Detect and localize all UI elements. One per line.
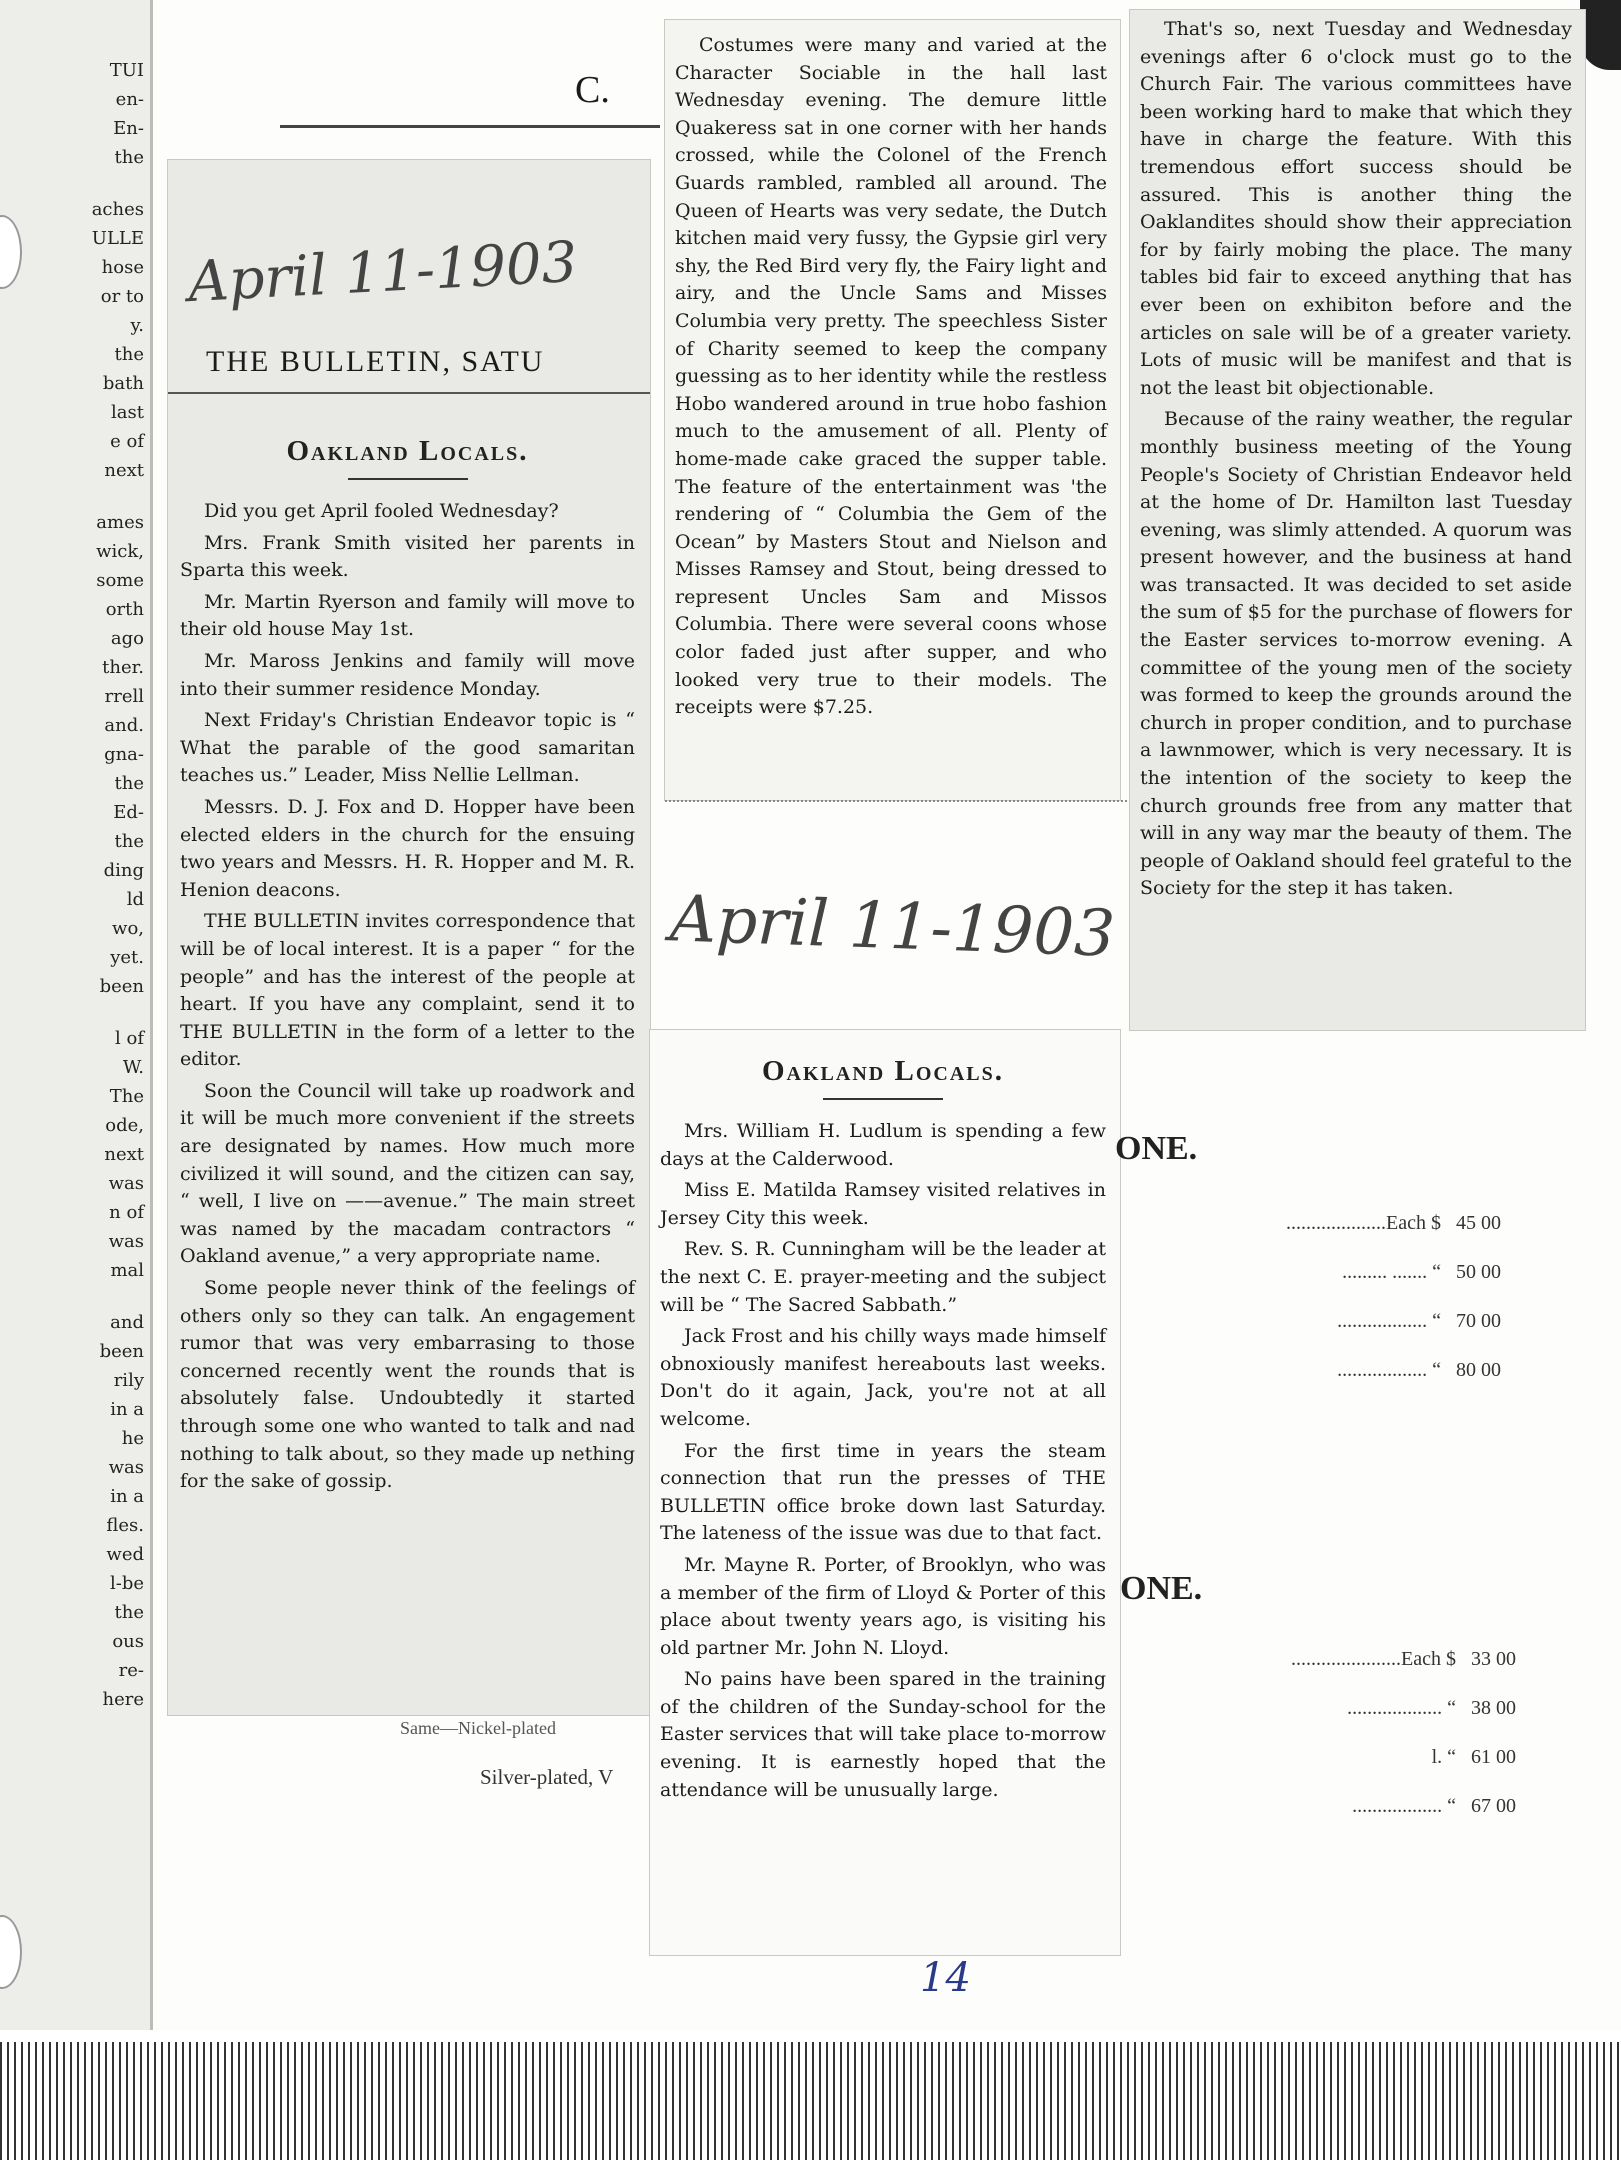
strip-text-fragment: ode, bbox=[105, 1115, 144, 1136]
left-paragraphs bbox=[180, 498, 635, 1496]
strip-text-fragment: bath bbox=[102, 373, 144, 394]
price-heading-2: ONE. bbox=[1120, 1570, 1203, 1607]
price-value: 33 00 bbox=[1471, 1648, 1516, 1670]
strip-text-fragment: ld bbox=[126, 889, 144, 910]
column-heading-left: Oakland Locals. bbox=[286, 435, 529, 467]
strip-text-fragment: the bbox=[114, 831, 144, 852]
strip-text-fragment: he bbox=[121, 1428, 144, 1449]
strip-text-fragment: some bbox=[96, 570, 144, 591]
strip-text-fragment: TUI bbox=[109, 60, 144, 81]
sociable-text bbox=[675, 32, 1107, 726]
page-number: 14 bbox=[920, 1955, 971, 2001]
strip-text-fragment: n of bbox=[109, 1202, 144, 1223]
news-paragraph: Next Friday's Christian Endeavor topic is “ What the parable of the good samaritan teaches us.” Leader, Miss Nellie Lellman. bbox=[180, 709, 635, 787]
news-paragraph: Mr. Mayne R. Porter, of Brooklyn, who was a member of the firm of Lloyd & Porter of this place about twenty years ago, is visiting his old partner Mr. John N. Lloyd. bbox=[660, 1553, 1106, 1659]
strip-text-fragment: last bbox=[111, 402, 144, 423]
price-value: 38 00 bbox=[1471, 1697, 1516, 1719]
news-paragraph: Mrs. William H. Ludlum is spending a few days at the Calderwood. bbox=[660, 1120, 1106, 1170]
strip-text-fragment: wed bbox=[106, 1544, 144, 1565]
right-paragraphs bbox=[1140, 16, 1572, 907]
header-rule bbox=[280, 125, 660, 128]
date-note-left: April 11-1903 bbox=[186, 229, 579, 316]
news-paragraph: Mr. Maross Jenkins and family will move into their summer residence Monday. bbox=[180, 649, 635, 700]
column-heading-mid: Oakland Locals. bbox=[762, 1055, 1004, 1087]
price-value: 61 00 bbox=[1471, 1746, 1516, 1768]
dotted-rule bbox=[665, 800, 1135, 802]
strip-text-fragment: and bbox=[110, 1312, 144, 1333]
news-paragraph: For the first time in years the steam connection that run the presses of THE BULLETIN office broke down last Saturday. The lateness of the issue was due to that fact. bbox=[660, 1439, 1106, 1545]
news-paragraph: Did you get April fooled Wednesday? bbox=[204, 500, 559, 522]
strip-text-fragment: next bbox=[104, 460, 144, 481]
price-label: ......................Each $ bbox=[1291, 1648, 1456, 1670]
strip-text-fragment: in a bbox=[110, 1486, 144, 1507]
strip-text-fragment: W. bbox=[122, 1057, 144, 1078]
strip-text-fragment: re- bbox=[118, 1660, 144, 1681]
strip-text-fragment: en- bbox=[115, 89, 144, 110]
news-paragraph: Jack Frost and his chilly ways made himself obnoxiously manifest hereabouts last weeks. Don't do it again, Jack, you're not at all welcome. bbox=[660, 1325, 1106, 1430]
price-label: .................. “ bbox=[1352, 1795, 1456, 1817]
masthead: THE BULLETIN, SATU bbox=[206, 345, 545, 378]
strip-text-fragment: here bbox=[102, 1689, 144, 1710]
strip-text-fragment: l-be bbox=[109, 1573, 144, 1594]
under-text: Same—Nickel-plated bbox=[400, 1718, 556, 1738]
binder-hole bbox=[0, 215, 22, 289]
strip-text-fragment: was bbox=[108, 1457, 144, 1478]
left-page-strip bbox=[0, 0, 153, 2030]
heading-rule bbox=[348, 478, 468, 480]
strip-text-fragment: wick, bbox=[96, 541, 144, 562]
heading-rule-mid bbox=[823, 1098, 943, 1100]
strip-text-fragment: in a bbox=[110, 1399, 144, 1420]
strip-text-fragment: the bbox=[114, 344, 144, 365]
strip-text-fragment: En- bbox=[113, 118, 144, 139]
strip-text-fragment: orth bbox=[105, 599, 144, 620]
price-value: 67 00 bbox=[1471, 1795, 1516, 1817]
news-paragraph: Rev. S. R. Cunningham will be the leader at the next C. E. prayer-meeting and the subject will be “ The Sacred Sabbath.” bbox=[660, 1238, 1106, 1316]
strip-text-fragment: ther. bbox=[102, 657, 144, 678]
strip-text-fragment: gna- bbox=[104, 744, 144, 765]
price-value: 70 00 bbox=[1456, 1310, 1501, 1332]
price-label: l. “ bbox=[1431, 1746, 1456, 1768]
price-value: 80 00 bbox=[1456, 1359, 1501, 1381]
news-paragraph: Mr. Martin Ryerson and family will move to their old house May 1st. bbox=[180, 590, 635, 641]
strip-text-fragment: fles. bbox=[106, 1515, 144, 1536]
strip-text-fragment: been bbox=[99, 976, 144, 997]
price-heading-1: ONE. bbox=[1115, 1130, 1198, 1167]
silver-line: Silver-plated, V bbox=[480, 1765, 614, 1789]
strip-text-fragment: been bbox=[99, 1341, 144, 1362]
masthead-rule bbox=[168, 392, 650, 394]
price-label: ....................Each $ bbox=[1286, 1212, 1441, 1234]
scanner-ruler bbox=[0, 2030, 1621, 2160]
strip-text-fragment: l of bbox=[115, 1028, 144, 1049]
news-paragraph: Some people never think of the feelings of others only so they can talk. An engagement rumor that was very embarrasing to those concerned recently went the rounds that is absolutely false. Undoubtedly it started through some one who wanted to talk and nad nothing to talk about, so they made up nething for the sake of gossip. bbox=[180, 1277, 635, 1493]
ruler-band bbox=[0, 2030, 1621, 2042]
mid-paragraphs bbox=[660, 1118, 1106, 1804]
strip-text-fragment: ding bbox=[103, 860, 144, 881]
strip-text-fragment: rrell bbox=[104, 686, 144, 707]
header-fragment: C. bbox=[575, 69, 610, 111]
strip-text-fragment: ames bbox=[96, 512, 144, 533]
strip-text-fragment: e of bbox=[110, 431, 144, 452]
strip-text-fragment: ULLE bbox=[91, 228, 144, 249]
strip-text-fragment: wo, bbox=[112, 918, 144, 939]
binder-hole bbox=[0, 1915, 22, 1989]
strip-text-fragment: The bbox=[109, 1086, 144, 1107]
clipping-mid-bottom bbox=[650, 1030, 1120, 1955]
news-paragraph: Soon the Council will take up roadwork and it will be much more convenient if the streets are designated by names. How much more civilized it will sound, and the citizen can say, “ well, I live on ——avenue.” The main street was named by the macadam contractors “ Oakland avenue,” a very appropriate name. bbox=[180, 1079, 635, 1268]
strip-text-fragment: and. bbox=[104, 715, 144, 736]
price-label: .................. “ bbox=[1337, 1310, 1441, 1332]
strip-text-fragment: Ed- bbox=[113, 802, 144, 823]
clipping-left bbox=[168, 160, 650, 1715]
news-paragraph: That's so, next Tuesday and Wednesday evenings after 6 o'clock must go to the Church Fair. The various committees have been working hard to make that which they have in charge the feature. With this tremendous effort success should be assured. This is another thing the Oaklandites should show their appreciation for by fairly mobing the place. The many tables bid fair to exceed anything that has ever been on exhibiton before and the articles on sale will be of a greater variety. Lots of music will be manifest and that is not the least bit objectionable. bbox=[1140, 18, 1572, 399]
price-label: ................... “ bbox=[1347, 1697, 1456, 1719]
news-paragraph: No pains have been spared in the training of the children of the Sunday-school for the Easter services that will take place to-morrow evening. It is earnestly hoped that the attendance will be unusually large. bbox=[660, 1668, 1106, 1801]
strip-text-fragment: aches bbox=[91, 199, 144, 220]
strip-text-fragment: next bbox=[104, 1144, 144, 1165]
mid-column bbox=[660, 1055, 1106, 1808]
news-paragraph: Miss E. Matilda Ramsey visited relatives in Jersey City this week. bbox=[660, 1179, 1106, 1229]
news-paragraph: Because of the rainy weather, the regular monthly business meeting of the Young People's Society of Christian Endeavor held at the home of Dr. Hamilton last Tuesday evening, was slimly attended. A quorum was present however, and the business at hand was transacted. It was decided to set aside the sum of $5 for the purchase of flowers for the Easter services to-morrow evening. A committee of the young men of the society was formed to keep the grounds around the church in proper condition, and to purchase a lawnmower, which is very necessary. It is the intention of the society to keep the church grounds free from any matter that will in any way mar the beauty of them. The people of Oakland should feel grateful to the Society for the step it has taken. bbox=[1140, 408, 1572, 900]
strip-text-fragment: the bbox=[114, 773, 144, 794]
price-value: 45 00 bbox=[1456, 1212, 1501, 1234]
strip-text-fragment: was bbox=[108, 1173, 144, 1194]
news-paragraph: Messrs. D. J. Fox and D. Hopper have been elected elders in the church for the ensuing two years and Messrs. H. R. Hopper and M. R. Henion deacons. bbox=[180, 795, 635, 901]
news-paragraph: THE BULLETIN invites correspondence that will be of local interest. It is a paper “ for the people” and has the interest of the people at heart. If you have any complaint, send it to THE BULLETIN in the form of a letter to the editor. bbox=[180, 910, 635, 1071]
price-label: .................. “ bbox=[1337, 1359, 1441, 1381]
strip-text-fragment: the bbox=[114, 1602, 144, 1623]
strip-text-fragment: mal bbox=[110, 1260, 144, 1281]
date-note-mid: April 11-1903 bbox=[668, 882, 1117, 972]
strip-text-fragment: hose bbox=[101, 257, 144, 278]
strip-text-fragment: y. bbox=[130, 315, 144, 336]
strip-text-fragment: rily bbox=[113, 1370, 144, 1391]
left-column bbox=[180, 435, 635, 1500]
clipping-mid-top bbox=[665, 20, 1120, 800]
clipping-right bbox=[1130, 10, 1585, 1030]
strip-text-fragment: ago bbox=[110, 628, 144, 649]
strip-text-fragment: or to bbox=[100, 286, 144, 307]
news-paragraph: Mrs. Frank Smith visited her parents in Sparta this week. bbox=[180, 531, 635, 582]
strip-text-fragment: ous bbox=[112, 1631, 144, 1652]
strip-text-fragment: was bbox=[108, 1231, 144, 1252]
strip-text-fragment: yet. bbox=[110, 947, 144, 968]
price-label: ......... ....... “ bbox=[1342, 1261, 1441, 1283]
sociable-paragraph: Costumes were many and varied at the Character Sociable in the hall last Wednesday evening. The demure little Quakeress sat in one corner with her hands crossed, while the Colonel of the French Guards rambled, rambled all around. The Queen of Hearts was very sedate, the Dutch kitchen maid very fussy, the Gypsie girl very shy, the Red Bird very fly, the Fairy light and airy, and the Uncle Sams and Misses Columbia very pretty. The speechless Sister of Charity seemed to keep the company guessing as to her identity while the restless Hobo wandered around in true hobo fashion much to the amusement of all. Plenty of home-made cake graced the supper table. The feature of the entertainment was 'the rendering of “ Columbia the Gem of the Ocean” by Masters Stout and Nielson and Misses Ramsey and Stout, being dressed to represent Uncles Sam and Missos Columbia. There were several coons whose color faded just after supper, and who looked very true to their models. The receipts were $7.25. bbox=[675, 34, 1107, 719]
price-value: 50 00 bbox=[1456, 1261, 1501, 1283]
strip-text-fragment: the bbox=[114, 147, 144, 168]
